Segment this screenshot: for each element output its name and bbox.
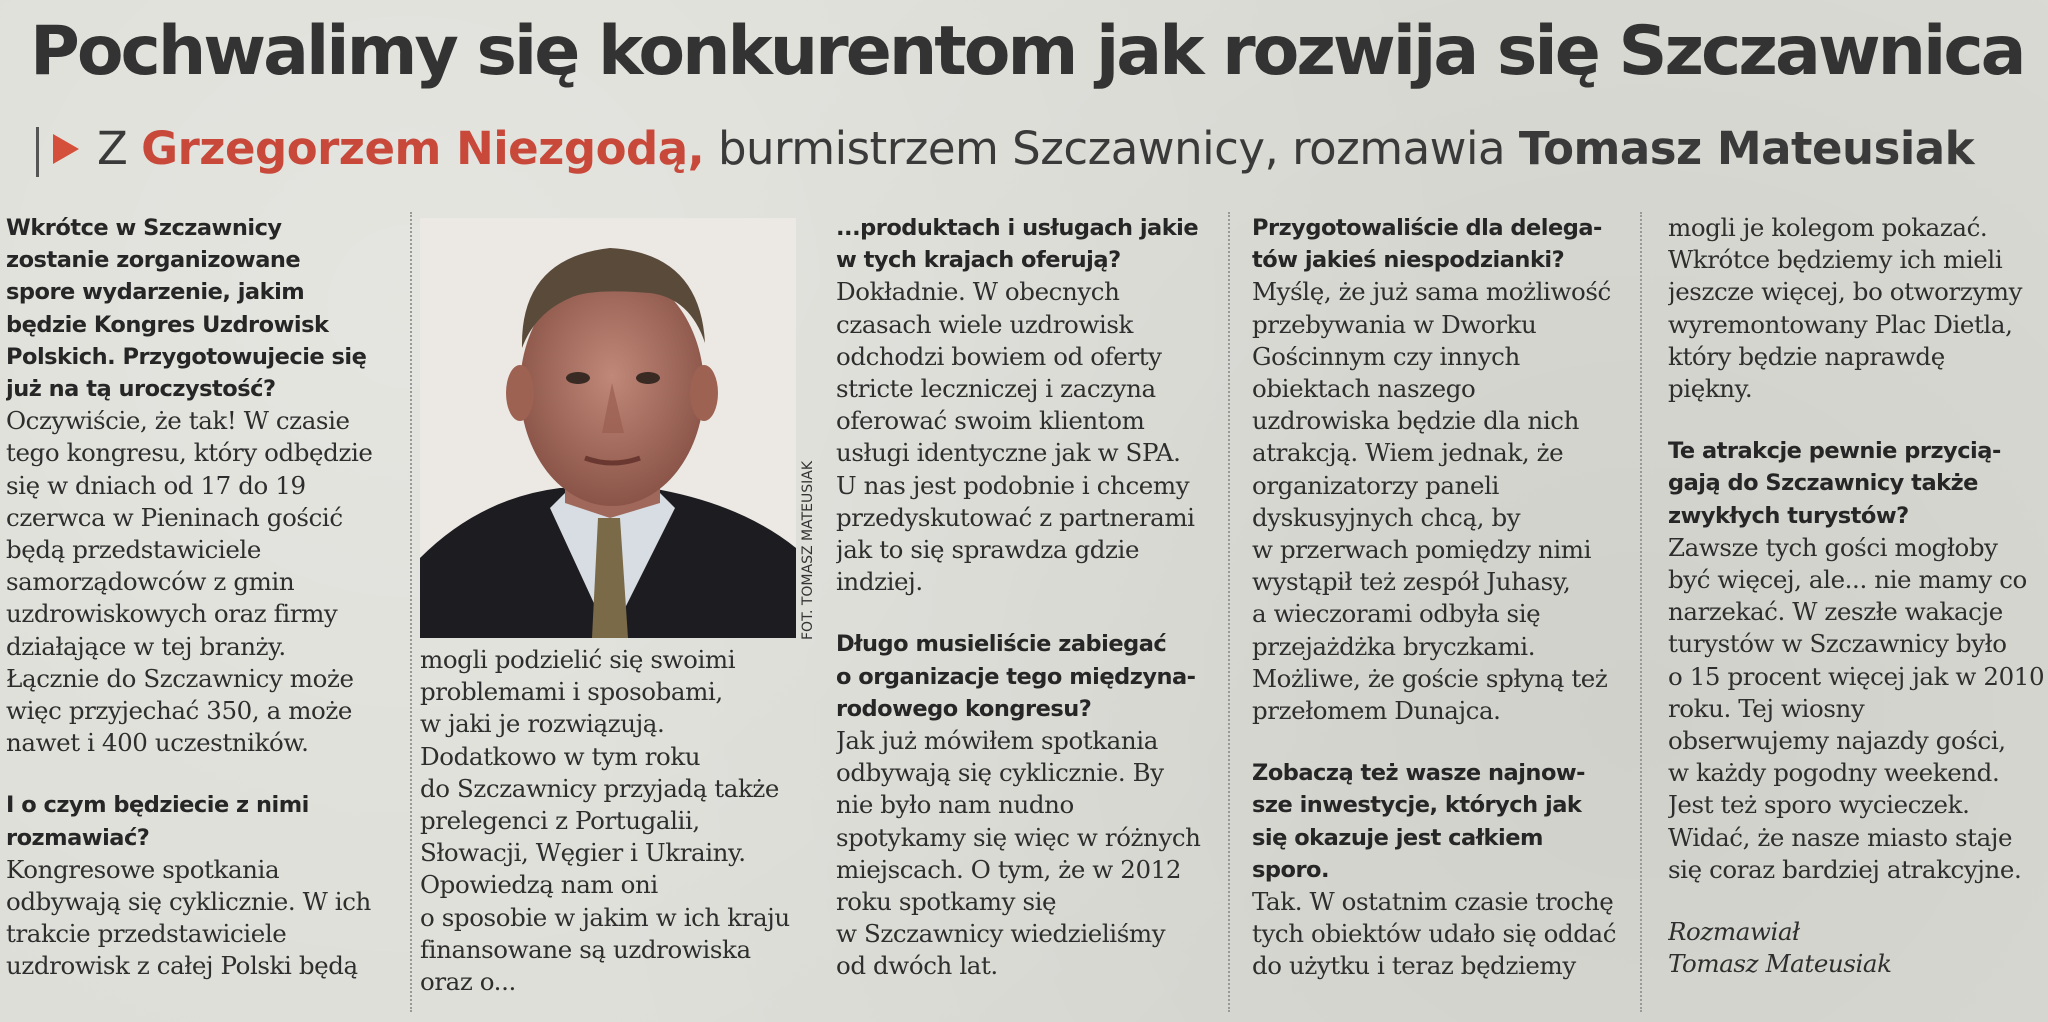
interviewer-name: Tomasz Mateusiak [1518,122,1975,175]
question-5: Przygotowaliście dla delega- tów jakieś niespodzianki? [1252,215,1602,274]
photo-credit: FOT. TOMASZ MATEUSIAK [800,460,816,640]
answer-2: Kongresowe spotkania odbywają się cyklicznie. W ich trakcie przedstawiciele uzdrowisk z całej Polski będą [6,854,371,981]
column-rule [1228,212,1231,1012]
column-5 [1668,212,2044,1022]
headline: Pochwalimy się konkurentom jak rozwija się Szczawnica [30,12,2024,91]
answer-5: Myślę, że już sama możliwość przebywania w Dworku Gościnnym czy innych obiektach naszego uzdrowiska będzie dla nich atrakcją. Wiem jednak, że organizatorzy paneli dyskusyjnych chcą, by w przerwach pomiędzy nimi wystąpił też zespół Juhasy, a wieczorami odbyła się przejażdżka bryczkami. Możliwe, że goście spłyną też przełomem Dunajca. [1252,277,1611,726]
answer-3: Dokładnie. W obecnych czasach wiele uzdrowisk odchodzi bowiem od oferty stricte leczniczej i zaczyna oferować swoim klientom usługi identyczne jak w SPA. U nas jest podobnie i chcemy przedyskutować z partnerami jak to się sprawdza gdzie indziej. [836,277,1195,597]
interviewee-name: Grzegorzem Niezgodą, [141,122,705,175]
answer-7: Zawsze tych gości mogłoby być więcej, ale... nie mamy co narzekać. W zeszłe wakacje turystów w Szczawnicy było o 15 procent więcej jak w 2010 roku. Tej wiosny obserwujemy najazdy gości, w każdy pogodny weekend. Jest też sporo wycieczek. Widać, że nasze miasto staje się coraz bardziej atrakcyjne. [1668,532,2044,884]
column-3 [836,212,1222,1022]
column-4 [1252,212,1636,1022]
answer-continued: mogli podzielić się swoimi problemami i sposobami, w jaki je rozwiązują. Dodatkowo w tym roku do Szczawnicy przyjadą także prelegenci z Portugalii, Słowacji, Węgier i Ukrainy. Opowiedzą nam oni o sposobie w jakim w ich kraju finansowane są uzdrowiska oraz o... [420,645,790,997]
question-4: Długo musieliście zabiegać o organizacje tego międzyna- rodowego kongresu? [836,631,1196,722]
subline-middle: burmistrzem Szczawnicy, rozmawia [704,122,1519,175]
signature: Rozmawiał Tomasz Mateusiak [1668,917,1892,979]
triangle-bullet-icon [53,134,79,164]
portrait-illustration [420,218,796,638]
subline-prefix: Z [97,122,142,175]
answer-6-continued: mogli je kolegom pokazać. Wkrótce będziemy ich mieli jeszcze więcej, bo otworzymy wyremontowany Plac Dietla, który będzie naprawdę piękny. [1668,213,2023,404]
question-6: Zobaczą też wasze najnow- sze inwestycje, których jak się okazuje jest całkiem sporo. [1252,760,1586,883]
subline [36,118,2036,180]
question-2: I o czym będziecie z nimi rozmawiać? [6,792,309,851]
answer-6: Tak. W ostatnim czasie trochę tych obiektów udało się oddać do użytku i teraz będziemy [1252,887,1617,981]
answer-4: Jak już mówiłem spotkania odbywają się cyklicznie. By nie było nam nudno spotykamy się więc w różnych miejscach. O tym, że w 2012 roku spotkamy się w Szczawnicy wiedzieliśmy od dwóch lat. [836,726,1201,981]
portrait-photo [420,218,796,638]
column-rule [1640,212,1643,1012]
column-rule [410,212,413,1012]
question-3: ...produktach i usługach jakie w tych krajach oferują? [836,215,1199,274]
column-2 [420,644,820,1022]
question-1: Wkrótce w Szczawnicy zostanie zorganizowane spore wydarzenie, jakim będzie Kongres Uzdrowisk Polskich. Przygotowujecie się już na tą uroczystość? [6,215,367,403]
divider-bar [36,127,39,177]
answer-1: Oczywiście, że tak! W czasie tego kongresu, który odbędzie się w dniach od 17 do 19 czerwca w Pieninach gościć będą przedstawiciele samorządowców z gmin uzdrowiskowych oraz firmy działające w tej branży. Łącznie do Szczawnicy może więc przyjechać 350, a może nawet i 400 uczestników. [6,406,373,758]
question-7: Te atrakcje pewnie przycią- gają do Szczawnicy także zwykłych turystów? [1668,438,2001,529]
column-1 [6,212,402,1022]
